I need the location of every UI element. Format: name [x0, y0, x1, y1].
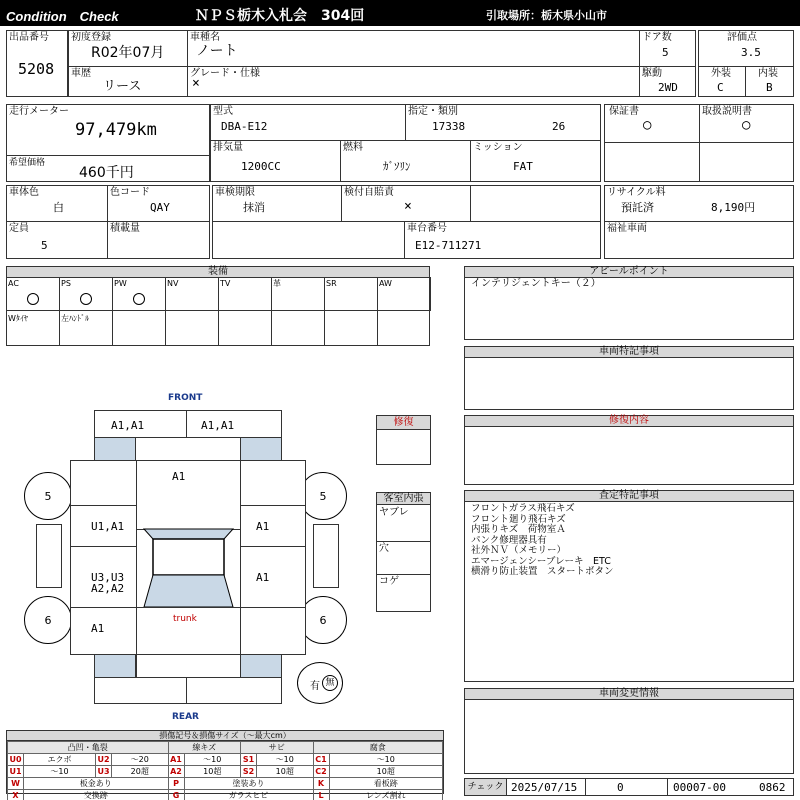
drive-box	[639, 66, 696, 97]
interior-item-hole: 穴	[379, 543, 389, 554]
footer-div-2	[667, 779, 668, 795]
history-label: 車歴	[71, 68, 91, 79]
welfare-label: 福祉車両	[607, 223, 647, 234]
warranty-label: 保証書	[609, 106, 639, 117]
interior-div-2	[377, 574, 430, 575]
inspection-box	[212, 185, 342, 222]
load-box	[107, 221, 210, 259]
equip-bottom-cell-0	[6, 310, 60, 346]
legend-desc: エクボ	[24, 754, 96, 766]
grade-label: グレード・仕様	[190, 68, 260, 79]
assessment-panel	[464, 490, 794, 682]
mileage-label: 走行メーター	[9, 106, 69, 117]
history: リース	[103, 79, 142, 94]
repair-content-title: 修復内容	[465, 416, 793, 427]
interior-damage-box	[376, 492, 431, 612]
front-side-right	[240, 460, 306, 506]
legend-desc: ～10	[257, 754, 314, 766]
legend-code: W	[8, 778, 24, 790]
legend-desc: ～20	[112, 754, 169, 766]
legend-code: A2	[168, 766, 184, 778]
mission: FAT	[513, 160, 533, 173]
equip-label: AC	[8, 279, 19, 288]
equip-cell-7	[377, 277, 431, 311]
rear-bumper-left	[94, 677, 187, 704]
front-bumper-right	[186, 410, 282, 438]
chassis: E12-711271	[415, 239, 482, 252]
special-notes-title: 車両特記事項	[465, 347, 793, 358]
lot-number-box	[6, 30, 68, 97]
legend-row	[8, 790, 443, 800]
first-reg-box	[68, 30, 188, 67]
legend-desc: ～10	[329, 754, 443, 766]
footer-num: 0862	[759, 781, 786, 794]
legend-desc: ガラスヒビ	[184, 790, 313, 800]
color-code-box	[107, 185, 210, 222]
rating-box	[698, 30, 794, 67]
header-location: 引取場所：栃木県小山市	[486, 9, 607, 22]
color-code: QAY	[150, 201, 170, 214]
warranty: ○	[643, 117, 652, 133]
capacity-label: 定員	[9, 223, 29, 234]
equip-bottom-cell-1	[59, 310, 113, 346]
insurance-label: 検付自賠責	[344, 187, 394, 198]
mission-box	[470, 140, 601, 182]
repair-title: 修復	[377, 416, 430, 430]
legend-desc: 板金あり	[24, 778, 169, 790]
equip-mark	[80, 293, 92, 305]
equip-mark	[27, 293, 39, 305]
footer-div-1	[585, 779, 586, 795]
hood	[136, 460, 241, 530]
roof-glass	[136, 525, 241, 613]
legend-desc: ～10	[24, 766, 96, 778]
interior-div-1	[377, 541, 430, 542]
recycle-box	[604, 185, 794, 222]
legend-group: 線キズ	[168, 742, 241, 754]
legend-row	[8, 766, 443, 778]
grade: ×	[192, 76, 200, 91]
header-title: ＮＰＳ栃木入札会 304回	[195, 8, 365, 24]
assessment-line: 内張りキズ 荷物室Ａ	[471, 524, 566, 535]
price: 460千円	[79, 165, 134, 181]
taillight-right	[241, 655, 281, 677]
color: 白	[53, 201, 64, 214]
color-code-label: 色コード	[110, 187, 150, 198]
legend-row	[8, 778, 443, 790]
doors-label: ドア数	[642, 32, 672, 43]
header-bar	[0, 0, 800, 26]
left-rear-door	[70, 546, 137, 608]
insurance: ×	[404, 199, 412, 214]
assessment-title: 査定特記事項	[465, 491, 793, 502]
appeal-panel	[464, 266, 794, 340]
equip-bottom-cell-2	[112, 310, 166, 346]
legend-group: 腐食	[313, 742, 443, 754]
equip-cell-4	[218, 277, 272, 311]
model: DBA-E12	[221, 120, 268, 133]
color-box	[6, 185, 108, 222]
equipment-title: 装備	[7, 267, 429, 278]
right-rear-door-value: A1	[256, 571, 270, 584]
mileage-box	[6, 104, 210, 156]
legend-code: A1	[168, 754, 184, 766]
left-front-door	[70, 505, 137, 547]
car-name: ノート	[196, 43, 238, 59]
wheel-rear-right: 6	[299, 596, 347, 644]
lot-number: 5208	[18, 60, 55, 78]
doors: 5	[662, 46, 669, 59]
legend-code: C2	[313, 766, 329, 778]
manual-label: 取扱説明書	[702, 106, 752, 117]
right-front-door-value: A1	[256, 520, 270, 533]
legend-code: K	[313, 778, 329, 790]
special-notes-panel	[464, 346, 794, 410]
legend-code: U0	[9, 755, 22, 764]
headlight-right	[241, 438, 281, 460]
left-quarter	[70, 607, 137, 655]
chassis-box	[404, 221, 601, 259]
category: 26	[552, 120, 566, 133]
price-label: 希望価格	[9, 158, 46, 168]
right-rear-door	[240, 546, 306, 608]
legend-code: U3	[97, 767, 110, 776]
equip-mark	[133, 293, 145, 305]
legend-code: C1	[313, 754, 329, 766]
rear-bumper-right	[186, 677, 282, 704]
legend-code: U2	[97, 755, 110, 764]
color-label: 車体色	[9, 187, 39, 198]
fuel-box	[340, 140, 471, 182]
equip-label: AW	[379, 279, 392, 288]
mirror-left	[36, 524, 62, 588]
check-label: チェック	[465, 779, 507, 795]
appeal-title: アピールポイント	[465, 267, 793, 278]
legend-desc: 20超	[112, 766, 169, 778]
legend-group: 凸凹・亀裂	[8, 742, 169, 754]
designation-box	[405, 104, 601, 141]
legend-code: X	[8, 790, 24, 800]
equip-label: TV	[220, 279, 231, 288]
drive: 2WD	[658, 81, 678, 94]
first-reg: R02年07月	[91, 45, 165, 61]
legend-code: S1	[241, 754, 257, 766]
recycle-amount: 8,190円	[711, 201, 756, 214]
displacement-box	[210, 140, 341, 182]
car-name-label: 車種名	[190, 32, 220, 43]
equip-bottom-cell-4	[218, 310, 272, 346]
hood-value: A1	[172, 470, 186, 483]
spare-tire	[297, 662, 343, 704]
equip-cell-6	[324, 277, 378, 311]
insurance-box	[341, 185, 601, 222]
taillight-left	[95, 655, 135, 677]
warranty-box	[604, 104, 700, 182]
legend-code: S2	[241, 766, 257, 778]
manual: ○	[742, 117, 751, 133]
front-bumper-left-value: A1,A1	[111, 419, 145, 432]
legend-title: 損傷記号＆損傷サイズ（～最大cm）	[7, 731, 443, 741]
legend-desc: 10超	[257, 766, 314, 778]
rear-label: REAR	[172, 712, 199, 722]
exterior-label: 外装	[711, 68, 731, 79]
change-info-title: 車両変更情報	[465, 689, 793, 700]
footer-bar	[464, 778, 794, 796]
rating: 3.5	[741, 46, 761, 59]
assessment-line: 社外ＮＶ（メモリー）	[471, 545, 567, 556]
interior-damage-title: 客室内張	[377, 493, 430, 505]
equip-bottom-cell-3	[165, 310, 219, 346]
rear-bumper-center	[136, 654, 241, 678]
capacity: 5	[41, 239, 48, 252]
legend-table	[7, 741, 443, 800]
assessment-line: フロント廻り飛石キズ	[471, 513, 566, 525]
legend-group-row	[8, 742, 443, 754]
right-front-door	[240, 505, 306, 547]
interior: B	[766, 81, 773, 94]
model-box	[210, 104, 406, 141]
legend-code: G	[168, 790, 184, 800]
equip-cell-3	[165, 277, 219, 311]
assessment-line: フロントガラス飛石キズ	[471, 503, 575, 514]
rating-label: 評価点	[727, 32, 757, 43]
fuel: ｶﾞｿﾘﾝ	[383, 160, 411, 173]
check-date: 2025/07/15	[511, 781, 578, 794]
equip-bottom-label: Wﾀｲﾔ	[8, 314, 28, 323]
headlight-left	[95, 438, 135, 460]
header-left: Condition Check	[6, 9, 119, 24]
equip-cell-5	[271, 277, 325, 311]
chassis-label: 車台番号	[407, 223, 447, 234]
inspection-label: 車検期限	[215, 187, 255, 198]
mileage: 97,479km	[75, 120, 157, 140]
equip-cell-0	[6, 277, 60, 311]
equip-bottom-label: 左ﾊﾝﾄﾞﾙ	[61, 314, 89, 323]
load-label: 積載量	[110, 223, 140, 234]
drive-label: 駆動	[642, 68, 662, 79]
repair-box	[376, 415, 431, 465]
exterior-box	[698, 66, 746, 97]
fuel-label: 燃料	[343, 142, 363, 153]
interior-label: 内装	[758, 68, 778, 79]
front-bumper-right-value: A1,A1	[201, 419, 235, 432]
legend-code: L	[313, 790, 329, 800]
legend-desc: 10超	[329, 766, 443, 778]
interior-box	[745, 66, 794, 97]
front-side-left	[70, 460, 137, 506]
right-quarter	[240, 607, 306, 655]
wheel-rear-left: 6	[24, 596, 72, 644]
appeal-text: インテリジェントキー（２）	[471, 278, 601, 289]
first-reg-label: 初度登録	[71, 32, 111, 43]
equip-label: PW	[114, 279, 127, 288]
legend-panel	[6, 730, 444, 800]
welfare-box	[604, 221, 794, 259]
left-quarter-value: A1	[91, 622, 105, 635]
trunk-label: trunk	[173, 614, 197, 624]
lot-number-label: 出品番号	[9, 32, 49, 43]
equip-label: NV	[167, 279, 179, 288]
wheel-front-right: 5	[299, 472, 347, 520]
trunk-lid	[136, 607, 241, 655]
equip-cell-1	[59, 277, 113, 311]
wheel-front-left: 5	[24, 472, 72, 520]
legend-code: U1	[9, 767, 22, 776]
legend-desc: 看板跡	[329, 778, 443, 790]
history-box	[68, 66, 188, 97]
displacement: 1200CC	[241, 160, 281, 173]
footer-zero: 0	[617, 781, 624, 794]
chassis-left-box	[212, 221, 405, 259]
doors-box	[639, 30, 696, 67]
interior-item-tear: ヤブレ	[379, 507, 409, 518]
exterior: C	[717, 81, 724, 94]
spare-tire-no: 無	[322, 675, 338, 691]
inspection: 抹消	[243, 201, 265, 214]
equip-label: SR	[326, 279, 337, 288]
assessment-line: パンク修理器具有	[471, 534, 547, 546]
legend-desc: 塗装あり	[184, 778, 313, 790]
change-info-panel	[464, 688, 794, 774]
model-label: 型式	[213, 106, 233, 117]
equip-cell-2	[112, 277, 166, 311]
legend-code: P	[168, 778, 184, 790]
car-name-box	[187, 30, 640, 67]
left-rear-door-value-1: U3,U3	[91, 571, 125, 584]
recycle-label: リサイクル料	[607, 187, 666, 198]
legend-desc: 10超	[184, 766, 241, 778]
capacity-box	[6, 221, 108, 259]
assessment-line: 横滑り防止装置 スタートボタン	[471, 566, 614, 577]
manual-divider	[700, 142, 793, 143]
legend-row	[8, 754, 443, 766]
spare-tire-yes: 有	[310, 681, 320, 692]
recycle-status: 預託済	[621, 201, 654, 214]
legend-group: サビ	[241, 742, 314, 754]
insurance-divider	[470, 186, 471, 221]
left-front-door-value: U1,A1	[91, 520, 125, 533]
warranty-divider	[605, 142, 699, 143]
designation: 17338	[432, 120, 466, 133]
equip-label: 革	[273, 279, 281, 288]
displacement-label: 排気量	[213, 142, 243, 153]
legend-desc: 交換跡	[24, 790, 169, 800]
designation-label: 指定・類別	[408, 106, 458, 117]
front-bumper-left	[94, 410, 187, 438]
legend-desc: ～10	[184, 754, 241, 766]
footer-code: 00007-00	[673, 781, 726, 794]
grade-box	[187, 66, 640, 97]
repair-content-panel	[464, 415, 794, 485]
equip-label: PS	[61, 279, 71, 288]
mirror-right	[313, 524, 339, 588]
legend-desc: レンズ割れ	[329, 790, 443, 800]
equip-bottom-cell-6	[324, 310, 378, 346]
assessment-lines	[471, 504, 614, 578]
equip-bottom-cell-5	[271, 310, 325, 346]
price-box	[6, 155, 210, 182]
interior-item-burn: コゲ	[379, 576, 399, 587]
manual-box	[699, 104, 794, 182]
mission-label: ミッション	[473, 142, 523, 153]
front-label: FRONT	[168, 393, 203, 403]
assessment-line: エマージェンシーブレーキ ETC	[471, 555, 611, 567]
left-rear-door-value-2: A2,A2	[91, 582, 125, 595]
